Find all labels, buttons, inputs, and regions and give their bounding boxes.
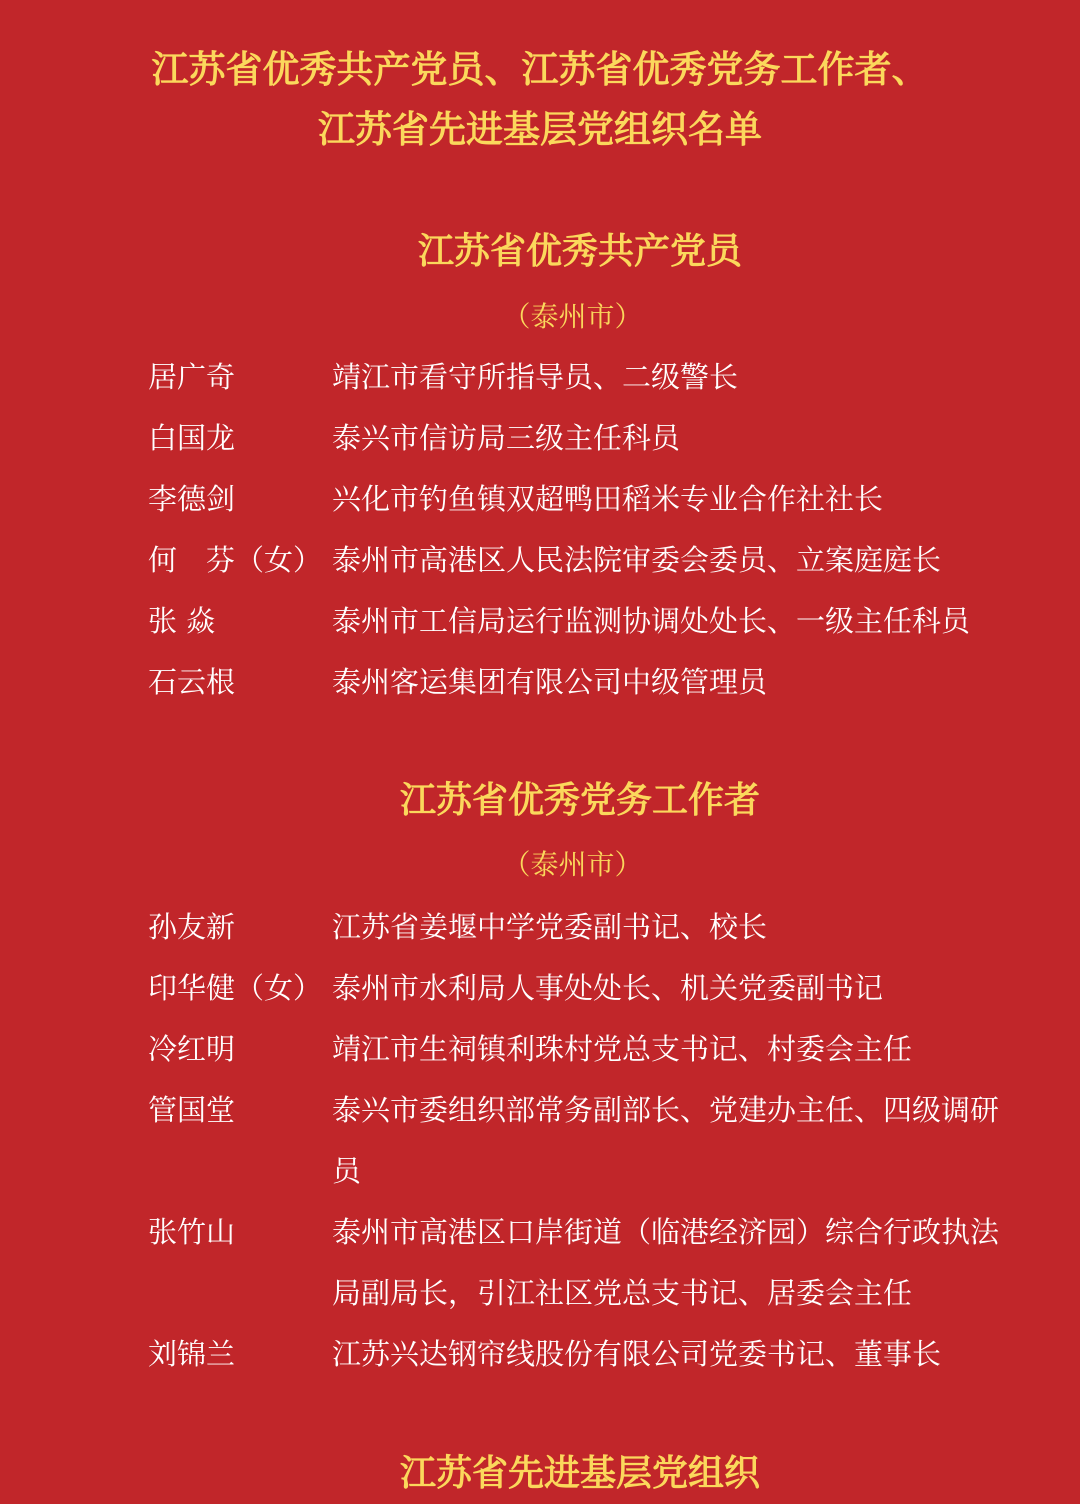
person-name: 白国龙 (148, 421, 236, 455)
person-position: 江苏省姜堰中学党委副书记、校长 (332, 910, 768, 944)
person-name: 张竹山 (148, 1215, 236, 1249)
person-name: 冷红明 (148, 1032, 236, 1066)
person-position: 泰州市水利局人事处处长、机关党委副书记 (332, 971, 884, 1005)
person-name: 石云根 (148, 665, 236, 699)
page-title-line-1: 江苏省优秀共产党员、江苏省优秀党务工作者、 (151, 48, 929, 91)
person-position: 泰州客运集团有限公司中级管理员 (332, 665, 768, 699)
section-title-outstanding-party-workers: 江苏省优秀党务工作者 (399, 780, 760, 821)
person-name: 管国堂 (148, 1093, 236, 1127)
person-name: 刘锦兰 (148, 1337, 236, 1371)
person-position: 泰州市高港区口岸街道（临港经济园）综合行政执法局副局长，引江社区党总支书记、居委会主任 (332, 1215, 1000, 1310)
person-name: 何 芬（女） (148, 543, 323, 577)
person-name: 印华健（女） (148, 971, 323, 1005)
section-city-label: （泰州市） (502, 848, 643, 881)
person-name: 李德剑 (148, 482, 236, 516)
person-position: 江苏兴达钢帘线股份有限公司党委书记、董事长 (332, 1337, 942, 1371)
page-title-line-2: 江苏省先进基层党组织名单 (318, 108, 762, 151)
person-name: 居广奇 (148, 360, 236, 394)
person-position: 靖江市看守所指导员、二级警长 (332, 360, 739, 394)
section-title-outstanding-members: 江苏省优秀共产党员 (417, 231, 742, 272)
person-position: 兴化市钓鱼镇双超鸭田稻米专业合作社社长 (332, 482, 884, 516)
person-name: 张 焱 (148, 604, 216, 638)
section-city-label: （泰州市） (502, 300, 643, 333)
person-position: 泰兴市委组织部常务副部长、党建办主任、四级调研员 (332, 1093, 1000, 1188)
person-position: 泰兴市信访局三级主任科员 (332, 421, 681, 455)
person-position: 泰州市工信局运行监测协调处处长、一级主任科员 (332, 604, 971, 638)
section-title-advanced-party-organizations: 江苏省先进基层党组织 (399, 1453, 760, 1494)
person-position: 靖江市生祠镇利珠村党总支书记、村委会主任 (332, 1032, 913, 1066)
person-position: 泰州市高港区人民法院审委会委员、立案庭庭长 (332, 543, 942, 577)
person-name: 孙友新 (148, 910, 236, 944)
